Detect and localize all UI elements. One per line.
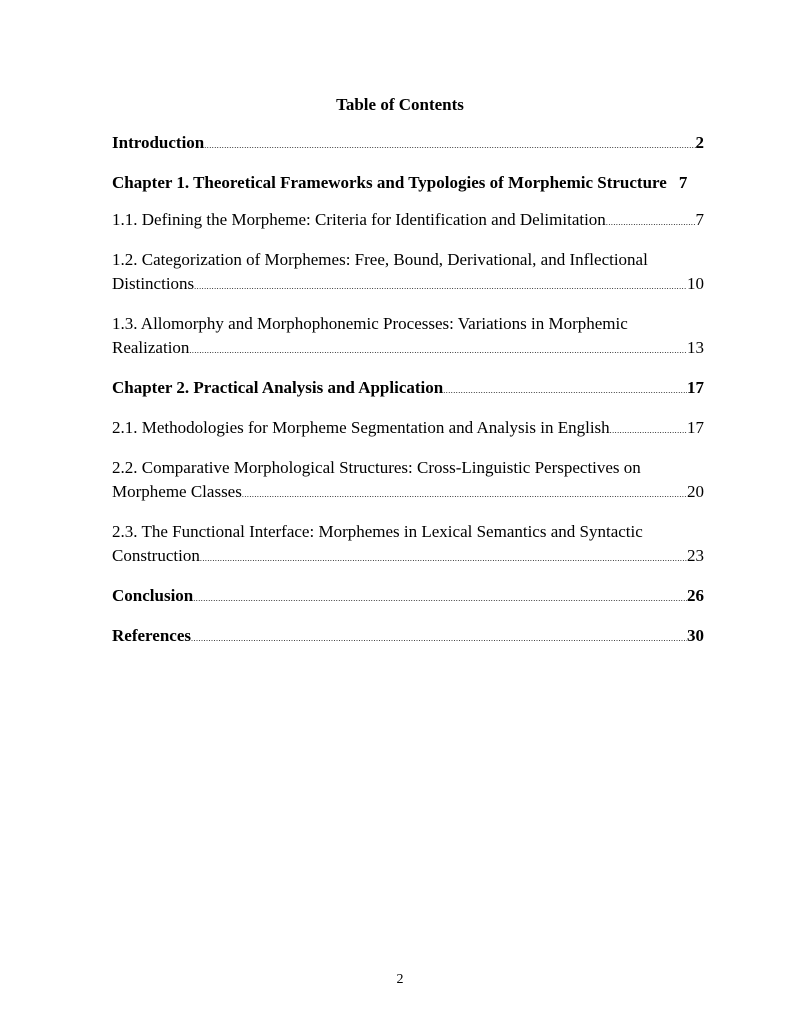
- dot-leader: [194, 275, 687, 299]
- toc-entry-page: 13: [687, 338, 704, 357]
- toc-entry-text-line2: Distinctions: [112, 274, 195, 293]
- dot-leader: [191, 627, 687, 651]
- page-number: 2: [396, 972, 404, 987]
- toc-entry-references[interactable]: [112, 624, 704, 651]
- toc-entry-page: 20: [687, 482, 704, 501]
- toc-entry-1-2[interactable]: [112, 248, 704, 299]
- toc-entry-1-1[interactable]: [112, 208, 704, 235]
- toc-entry-page: 2: [695, 133, 704, 152]
- toc-entry-text: 2.1. Methodologies for Morpheme Segmentation and Analysis in English: [112, 418, 610, 437]
- toc-entry-introduction[interactable]: [112, 131, 704, 158]
- toc-entry-page: 30: [687, 626, 704, 645]
- toc-entry-text-line1: 1.2. Categorization of Morphemes: Free, Bound, Derivational, and Inflectional: [112, 250, 648, 269]
- toc-entry-text-line1: 2.2. Comparative Morphological Structures: Cross-Linguistic Perspectives on: [112, 458, 641, 477]
- toc-entry-text: 1.1. Defining the Morpheme: Criteria for Identification and Delimitation: [112, 210, 606, 229]
- dot-leader: [200, 547, 687, 571]
- toc-title: Table of Contents: [336, 95, 464, 114]
- toc-entry-2-1[interactable]: [112, 416, 704, 443]
- toc-entry-page: 17: [687, 378, 704, 397]
- toc-entry-text: References: [112, 626, 191, 645]
- toc-entry-2-2[interactable]: [112, 456, 704, 507]
- toc-entry-chapter-1[interactable]: [112, 171, 704, 195]
- toc-entry-2-3[interactable]: [112, 520, 704, 571]
- toc-entry-page: 7: [678, 173, 688, 192]
- toc-entry-page: 26: [687, 586, 704, 605]
- toc-entry-text: Conclusion: [112, 586, 194, 605]
- dot-leader: [610, 419, 687, 443]
- toc-entry-page: 10: [687, 274, 704, 293]
- toc-entry-text-line2: Morpheme Classes: [112, 482, 242, 501]
- dot-leader: [189, 339, 687, 363]
- dot-leader: [242, 483, 687, 507]
- toc-entry-page: 23: [687, 546, 704, 565]
- toc-entry-chapter-2[interactable]: [112, 376, 704, 403]
- toc-entry-1-3[interactable]: [112, 312, 704, 363]
- table-of-contents: [112, 131, 704, 664]
- dot-leader: [204, 134, 695, 158]
- toc-entry-text-line1: 2.3. The Functional Interface: Morphemes in Lexical Semantics and Syntactic: [112, 522, 643, 541]
- toc-entry-text-line2: Realization: [112, 338, 190, 357]
- dot-leader: [193, 587, 687, 611]
- toc-entry-page: 17: [687, 418, 704, 437]
- toc-entry-text-line1: 1.3. Allomorphy and Morphophonemic Processes: Variations in Morphemic: [112, 314, 628, 333]
- toc-entry-conclusion[interactable]: [112, 584, 704, 611]
- toc-entry-text: Introduction: [112, 133, 205, 152]
- toc-entry-text: Chapter 2. Practical Analysis and Application: [112, 378, 444, 397]
- dot-leader: [443, 379, 687, 403]
- toc-entry-page: 7: [695, 210, 704, 229]
- toc-entry-text-line2: Construction: [112, 546, 200, 565]
- dot-leader: [606, 211, 696, 235]
- toc-entry-text: Chapter 1. Theoretical Frameworks and Typologies of Morphemic Structure: [112, 173, 667, 192]
